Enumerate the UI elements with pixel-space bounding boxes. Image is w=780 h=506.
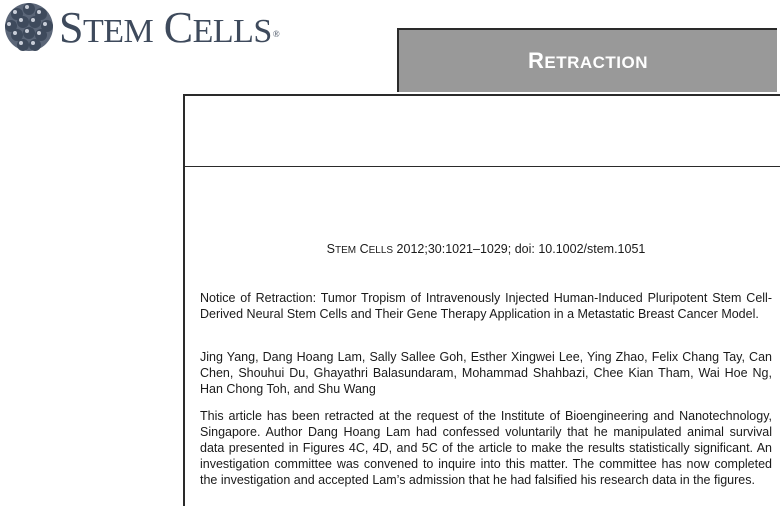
author-list: Jing Yang, Dang Hoang Lam, Sally Sallee Goh, Esther Xingwei Lee, Ying Zhao, Felix Chang Tay, Can Chen, Shouhui Du, Ghayathri Balasundaram, Mohammad Shahbazi, Chee Kian Tham, Wai Hoe Ng, Han Chong Toh, and Shu Wang	[200, 350, 772, 396]
citation-journal-second-initial: C	[359, 242, 369, 256]
retraction-label-rest: ETRACTION	[544, 53, 649, 72]
retraction-label	[528, 48, 648, 74]
registered-mark: ®	[272, 29, 280, 39]
citation-journal-first-rest: TEM	[334, 245, 357, 256]
retraction-label-initial: R	[527, 48, 545, 73]
frame-left-rule	[183, 94, 185, 506]
journal-name-second-rest: ELLS	[192, 13, 272, 50]
journal-name-first-rest: TEM	[82, 13, 154, 50]
citation-journal-first-initial: S	[326, 242, 335, 256]
retraction-banner	[397, 28, 777, 92]
journal-name-first-initial: S	[59, 3, 83, 52]
citation-journal-second-rest: ELLS	[368, 245, 394, 256]
journal-name	[59, 3, 279, 57]
retraction-statement: This article has been retracted at the request of the Institute of Bioengineering and Nanotechnology, Singapore. Author Dang Hoang Lam had confessed voluntarily that he manipulated animal survival data presented in Figures 4C, 4D, and 5C of the article to make the results statistically significant. An investigation committee was convened to inquire into this matter. The committee has now completed the investigation and accepted Lam’s admission that he had falsified his research data in the figures.	[200, 409, 772, 487]
citation-details: 2012;30:1021–1029; doi: 10.1002/stem.1051	[393, 242, 646, 256]
frame-divider-rule	[183, 166, 780, 167]
stem-cells-logo-icon	[2, 0, 56, 54]
frame-top-rule	[183, 94, 780, 96]
journal-name-second-initial: C	[163, 3, 193, 52]
retraction-notice-title: Notice of Retraction: Tumor Tropism of Intravenously Injected Human-Induced Pluripotent Stem Cell-Derived Neural Stem Cells and Their Gene Therapy Application in a Metastatic Breast Cancer Model.	[200, 291, 772, 321]
journal-logo	[2, 0, 280, 54]
citation-line	[200, 242, 772, 256]
